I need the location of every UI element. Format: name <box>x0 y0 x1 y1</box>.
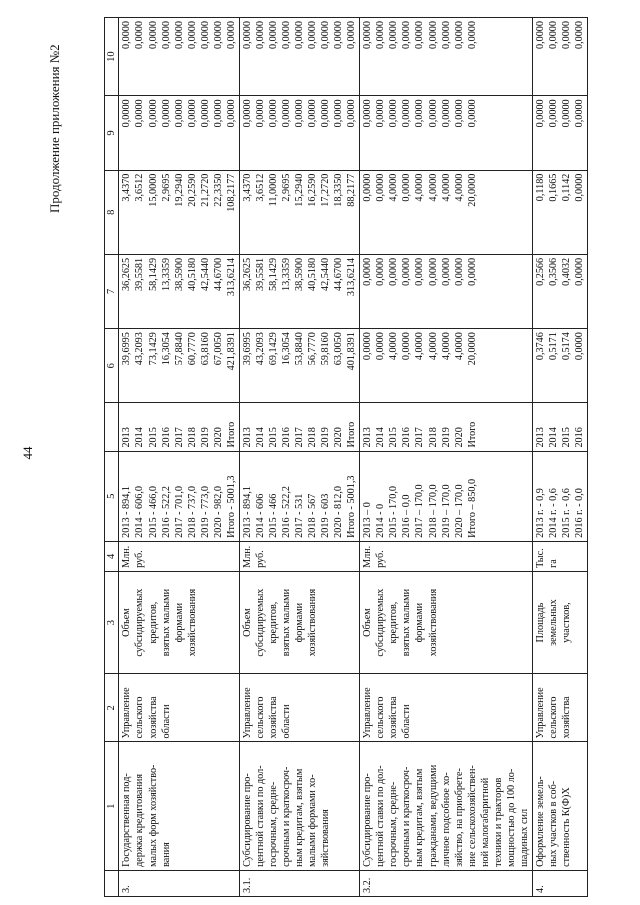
unit: Млн. руб. <box>239 541 359 571</box>
header-cell <box>105 870 119 896</box>
unit: Тыс. га <box>532 541 587 571</box>
col7-values: 0,0000 0,0000 0,0000 0,0000 0,0000 0,0000 0,0000 0,0000 0,0000 <box>360 254 533 328</box>
row-number: 3.1. <box>239 870 359 896</box>
col8-values: 0,1180 0,1665 0,1142 0,0000 <box>532 170 587 254</box>
table-row <box>239 18 359 897</box>
header-cell: 8 <box>105 170 119 254</box>
row-number: 4. <box>532 870 587 896</box>
col8-values: 3,4370 3,6512 15,0000 2,9695 19,2940 20,2590 21,2720 22,3350 108,2177 <box>119 170 239 254</box>
row-number: 3.2. <box>360 870 533 896</box>
header-cell: 3 <box>105 571 119 673</box>
measure-name: Государственная под- держка кредитования малых форм хозяйство- вания <box>119 742 239 870</box>
col6-values: 39,6995 43,2093 73,1429 16,3054 57,8840 60,7770 63,8160 67,0050 421,8391 <box>119 329 239 403</box>
col9-values: 0,0000 0,0000 0,0000 0,0000 <box>532 96 587 170</box>
col7-values: 36,2625 39,5581 58,1429 13,3359 38,5900 40,5180 42,5440 44,6700 313,6214 <box>239 254 359 328</box>
year-list: 2013 2014 2015 2016 <box>532 403 587 451</box>
continuation-title: Продолжение приложения №2 <box>47 44 62 213</box>
header-cell <box>105 403 119 451</box>
indicator: Объем субсидируемых кредитов, взятых малыми формами хозяйствования <box>360 571 533 673</box>
program-table <box>104 17 588 897</box>
col9-values: 0,0000 0,0000 0,0000 0,0000 0,0000 0,0000 0,0000 0,0000 0,0000 <box>360 96 533 170</box>
year-list: 2013 2014 2015 2016 2017 2018 2019 2020 Итого <box>360 403 533 451</box>
executor: Управление сельского хозяйства <box>532 674 587 742</box>
measure-name: Субсидирование про- центной ставки по дол- госрочным, средне- срочным и краткосроч- ным кредитам, взятым малыми формами хо- зяйствования <box>239 742 359 870</box>
col7-values: 0,2566 0,3506 0,4032 0,0000 <box>532 254 587 328</box>
table-row <box>360 18 533 897</box>
col9-values: 0,0000 0,0000 0,0000 0,0000 0,0000 0,0000 0,0000 0,0000 0,0000 <box>119 96 239 170</box>
header-row <box>105 18 119 897</box>
indicator: Объем субсидируемых кредитов, взятых малыми формами хозяйствования <box>119 571 239 673</box>
col8-values: 0,0000 0,0000 4,0000 0,0000 4,0000 4,0000 4,0000 4,0000 20,0000 <box>360 170 533 254</box>
col9-values: 0,0000 0,0000 0,0000 0,0000 0,0000 0,0000 0,0000 0,0000 0,0000 <box>239 96 359 170</box>
year-list: 2013 2014 2015 2016 2017 2018 2019 2020 Итого <box>119 403 239 451</box>
page-number: 44 <box>20 446 35 460</box>
volume-by-year: 2013 – 0 2014 - 0 2015 - 170,0 2016 – 0,0 2017 – 170,0 2018 – 170,0 2019 – 170,0 2020 – 170,0 Итого – 850,0 <box>360 451 533 541</box>
table-row <box>119 18 239 897</box>
indicator: Объем субсидируемых кредитов, взятых малыми формами хозяйствования <box>239 571 359 673</box>
col8-values: 3,4370 3,6512 11,0000 2,9695 15,2940 16,2590 17,2720 18,3350 88,2177 <box>239 170 359 254</box>
header-cell: 6 <box>105 329 119 403</box>
col10-values: 0,0000 0,0000 0,0000 0,0000 0,0000 0,0000 0,0000 0,0000 0,0000 <box>239 18 359 96</box>
col6-values: 39,6995 43,2093 69,1429 16,3054 53,8840 56,7770 59,8160 63,0050 401,8391 <box>239 329 359 403</box>
unit: Млн. руб. <box>360 541 533 571</box>
header-cell: 2 <box>105 674 119 742</box>
volume-by-year: 2013 - 894,1 2014 - 606 2015 - 466 2016 - 522,2 2017 - 531 2018 - 567 2019 - 603 2020 - 812,0 Итого - 5001,3 <box>239 451 359 541</box>
table-row <box>532 18 587 897</box>
col10-values: 0,0000 0,0000 0,0000 0,0000 0,0000 0,0000 0,0000 0,0000 0,0000 <box>360 18 533 96</box>
col10-values: 0,0000 0,0000 0,0000 0,0000 <box>532 18 587 96</box>
col10-values: 0,0000 0,0000 0,0000 0,0000 0,0000 0,0000 0,0000 0,0000 0,0000 <box>119 18 239 96</box>
header-cell: 7 <box>105 254 119 328</box>
measure-name: Оформление земель- ных участков в соб- ственность К(Ф)Х <box>532 742 587 870</box>
executor: Управление сельского хозяйства области <box>239 674 359 742</box>
col6-values: 0,3746 0,5171 0,5174 0,0000 <box>532 329 587 403</box>
header-cell: 1 <box>105 742 119 870</box>
executor: Управление сельского хозяйства области <box>119 674 239 742</box>
executor: Управление сельского хозяйства области <box>360 674 533 742</box>
col7-values: 36,2625 39,5581 58,1429 13,3359 38,5900 40,5180 42,5440 44,6700 313,6214 <box>119 254 239 328</box>
header-cell: 10 <box>105 18 119 96</box>
year-list: 2013 2014 2015 2016 2017 2018 2019 2020 Итого <box>239 403 359 451</box>
header-cell: 5 <box>105 451 119 541</box>
row-number: 3. <box>119 870 239 896</box>
unit: Млн. руб. <box>119 541 239 571</box>
header-cell: 9 <box>105 96 119 170</box>
volume-by-year: 2013 г. - 0,9 2014 г. - 0,6 2015 г. - 0,6 2016 г. - 0,0 <box>532 451 587 541</box>
measure-name: Субсидирование про- центной ставки по дол- госрочным, средне- срочным и краткосроч- ным кредитам, взятым гражданами, ведущими личное подсобное хо- зяйство, на приобрете- ние сельскохозяйствен- ной малогабаритной техники и тракторов мощностью до 100 ло- шадиных сил <box>360 742 533 870</box>
col6-values: 0,0000 0,0000 4,0000 0,0000 4,0000 4,0000 4,0000 4,0000 20,0000 <box>360 329 533 403</box>
volume-by-year: 2013 - 894,1 2014 - 606,0 2015 - 466,0 2016 - 522,2 2017 - 701,0 2018 - 737,0 2019 - 773,0 2020 - 982,0 Итого - 5001,3 <box>119 451 239 541</box>
indicator: Площадь земельных участков, <box>532 571 587 673</box>
header-cell: 4 <box>105 541 119 571</box>
